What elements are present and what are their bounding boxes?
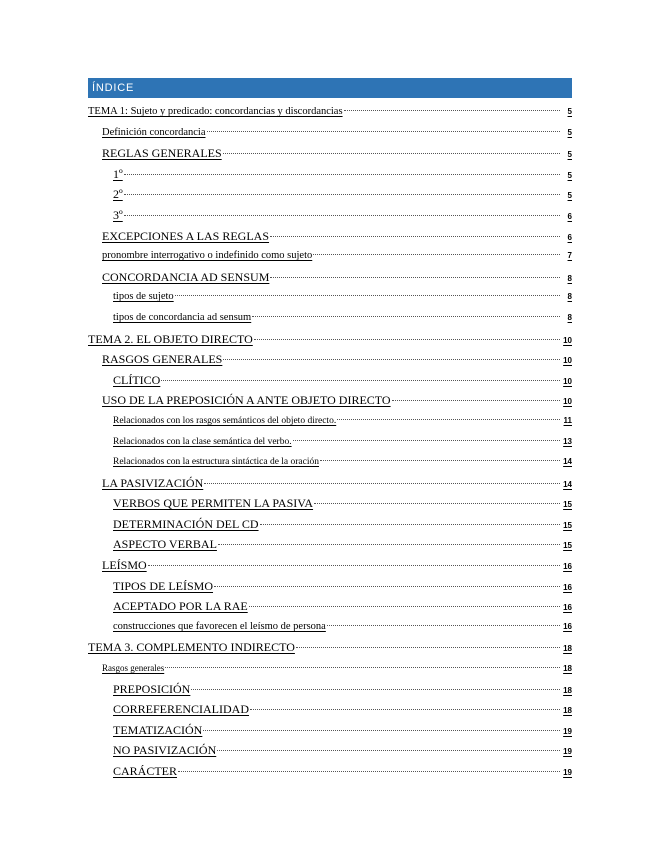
toc-entry-title: REGLAS GENERALES	[102, 146, 222, 161]
toc-entry[interactable]	[88, 308, 572, 329]
toc-entry-title: Relacionados con los rasgos semánticos del objeto directo.	[113, 415, 337, 426]
toc-entry[interactable]	[88, 596, 572, 617]
toc-entry-page: 10	[563, 356, 572, 366]
dot-leader	[218, 544, 560, 545]
toc-entry[interactable]	[88, 473, 572, 494]
toc-entry-title: tipos de sujeto	[113, 291, 174, 303]
toc-entry[interactable]	[88, 658, 572, 679]
dot-leader	[223, 359, 560, 360]
toc-entry-title: TIPOS DE LEÍSMO	[113, 578, 214, 593]
toc-entry[interactable]	[88, 349, 572, 370]
toc-entry[interactable]	[88, 246, 572, 267]
toc-entry[interactable]	[88, 205, 572, 226]
toc-entry-page: 14	[563, 479, 572, 489]
toc-entry-page: 8	[567, 292, 572, 302]
toc-entry-page: 16	[563, 621, 572, 631]
toc-entry-page: 19	[563, 768, 572, 777]
dot-leader	[217, 750, 560, 751]
dot-leader	[327, 625, 560, 626]
toc-entry[interactable]	[88, 493, 572, 514]
toc-entry[interactable]	[88, 555, 572, 576]
toc-entry-title: CARÁCTER	[113, 764, 178, 778]
toc-entry-title: VERBOS QUE PERMITEN LA PASIVA	[113, 496, 314, 511]
toc-entry-page: 10	[563, 397, 572, 407]
dot-leader	[223, 153, 560, 154]
toc-entry-page: 13	[563, 436, 572, 446]
toc-entry[interactable]	[88, 452, 572, 473]
dot-leader	[313, 254, 560, 255]
toc-entry[interactable]	[88, 287, 572, 308]
dot-leader	[175, 295, 560, 296]
toc-entry-title: DETERMINACIÓN DEL CD	[113, 516, 259, 531]
dot-leader	[293, 440, 560, 441]
toc-entry-page: 18	[563, 706, 572, 716]
toc-entry-title: TEMA 3. COMPLEMENTO INDIRECTO	[88, 640, 295, 655]
toc-entry-page: 16	[563, 603, 572, 613]
toc-entry-title: LA PASIVIZACIÓN	[102, 475, 204, 490]
toc-entry[interactable]	[88, 411, 572, 432]
dot-leader	[320, 460, 560, 461]
toc-entry-page: 5	[567, 150, 572, 160]
toc-entry-title: tipos de concordancia ad sensum	[113, 311, 252, 323]
toc-entry-page: 15	[563, 520, 572, 530]
toc-entry-page: 8	[567, 312, 572, 322]
toc-entry-page: 18	[563, 685, 572, 695]
toc-entry[interactable]	[88, 123, 572, 144]
toc-entry-title: USO DE LA PREPOSICIÓN A ANTE OBJETO DIRECTO	[102, 393, 391, 408]
dot-leader	[260, 524, 560, 525]
dot-leader	[250, 709, 560, 710]
toc-entry-title: CONCORDANCIA AD SENSUM	[102, 269, 270, 284]
toc-entry-page: 5	[567, 170, 572, 180]
toc-entry-title: TEMATIZACIÓN	[113, 722, 203, 737]
toc-entry-title: EXCEPCIONES A LAS REGLAS	[102, 228, 270, 243]
toc-entry-title: Relacionados con la clase semántica del verbo.	[113, 436, 292, 447]
toc-entry[interactable]	[88, 329, 572, 350]
dot-leader	[191, 689, 560, 690]
toc-entry[interactable]	[88, 514, 572, 535]
table-of-contents	[88, 102, 572, 782]
toc-entry[interactable]	[88, 370, 572, 391]
toc-entry[interactable]	[88, 699, 572, 720]
dot-leader	[249, 606, 560, 607]
dot-leader	[124, 174, 560, 175]
toc-entry-page: 14	[563, 457, 572, 467]
dot-leader	[344, 110, 560, 111]
toc-entry-page: 6	[567, 232, 572, 242]
dot-leader	[165, 667, 560, 668]
toc-entry[interactable]	[88, 679, 572, 700]
toc-entry-title: NO PASIVIZACIÓN	[113, 743, 217, 758]
dot-leader	[270, 236, 560, 237]
dot-leader	[148, 565, 560, 566]
toc-entry-title: 2º	[113, 187, 123, 202]
toc-entry-title: 3º	[113, 207, 123, 222]
toc-entry[interactable]	[88, 102, 572, 123]
toc-entry-title: CLÍTICO	[113, 372, 161, 387]
dot-leader	[207, 131, 561, 132]
toc-entry-page: 8	[567, 273, 572, 283]
toc-entry-title: 1º	[113, 166, 123, 181]
dot-leader	[252, 316, 560, 317]
toc-entry[interactable]	[88, 164, 572, 185]
toc-entry[interactable]	[88, 617, 572, 638]
dot-leader	[254, 339, 560, 340]
toc-entry[interactable]	[88, 432, 572, 453]
toc-entry[interactable]	[88, 184, 572, 205]
toc-entry-page: 18	[563, 644, 572, 654]
toc-entry[interactable]	[88, 226, 572, 247]
toc-entry[interactable]	[88, 720, 572, 741]
dot-leader	[314, 503, 560, 504]
toc-entry[interactable]	[88, 390, 572, 411]
toc-entry-title: RASGOS GENERALES	[102, 352, 223, 367]
dot-leader	[204, 483, 560, 484]
toc-entry-page: 5	[567, 191, 572, 201]
toc-entry-page: 6	[567, 211, 572, 221]
toc-entry-page: 10	[563, 376, 572, 386]
dot-leader	[161, 380, 560, 381]
toc-entry-page: 15	[563, 500, 572, 510]
toc-entry-page: 16	[563, 562, 572, 572]
toc-entry[interactable]	[88, 740, 572, 761]
dot-leader	[124, 215, 560, 216]
toc-entry[interactable]	[88, 534, 572, 555]
toc-entry-title: CORREFERENCIALIDAD	[113, 702, 250, 717]
dot-leader	[203, 730, 560, 731]
toc-entry-page: 19	[563, 726, 572, 736]
toc-entry-page: 7	[567, 251, 572, 261]
toc-entry[interactable]	[88, 761, 572, 782]
toc-entry-title: pronombre interrogativo o indefinido como sujeto	[102, 250, 313, 262]
toc-entry-title: ACEPTADO POR LA RAE	[113, 599, 248, 614]
toc-title: ÍNDICE	[88, 78, 572, 98]
dot-leader	[178, 771, 560, 772]
toc-entry-title: Relacionados con la estructura sintáctica de la oración	[113, 457, 320, 468]
toc-entry[interactable]	[88, 637, 572, 658]
toc-entry-title: LEÍSMO	[102, 558, 147, 573]
toc-entry-page: 16	[563, 582, 572, 592]
toc-entry-page: 15	[563, 541, 572, 551]
toc-entry-page: 11	[563, 415, 572, 425]
dot-leader	[337, 419, 560, 420]
toc-entry-title: PREPOSICIÓN	[113, 681, 191, 696]
toc-entry-title: Definición concordancia	[102, 126, 206, 138]
toc-entry[interactable]	[88, 267, 572, 288]
toc-entry-page: 5	[567, 127, 572, 137]
toc-entry-title: ASPECTO VERBAL	[113, 537, 217, 552]
toc-entry[interactable]	[88, 143, 572, 164]
toc-entry-title: Rasgos generales	[102, 663, 165, 674]
dot-leader	[124, 194, 560, 195]
toc-entry[interactable]	[88, 576, 572, 597]
toc-entry-title: TEMA 1: Sujeto y predicado: concordancias y discordancias	[88, 106, 343, 117]
toc-entry-page: 10	[563, 335, 572, 345]
dot-leader	[392, 400, 560, 401]
toc-entry-page: 18	[563, 664, 572, 674]
toc-entry-title: TEMA 2. EL OBJETO DIRECTO	[88, 331, 253, 346]
toc-entry-page: 19	[563, 747, 572, 757]
dot-leader	[270, 277, 560, 278]
toc-entry-page: 5	[567, 107, 572, 116]
toc-entry-title: construcciones que favorecen el leísmo de persona	[113, 620, 326, 632]
dot-leader	[214, 586, 560, 587]
dot-leader	[296, 647, 560, 648]
